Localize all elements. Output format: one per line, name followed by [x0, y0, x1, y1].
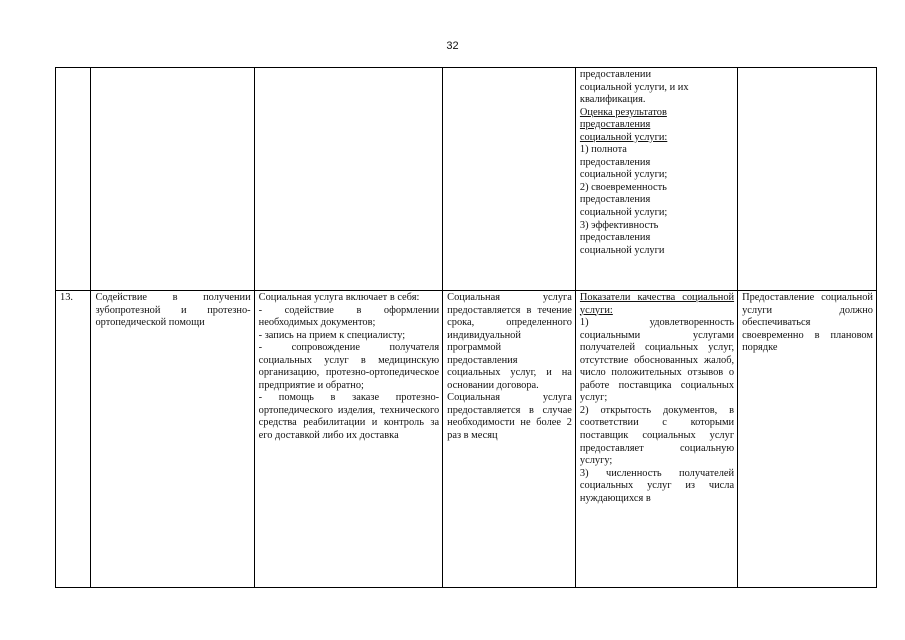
service-content-cell: Социальная услуга включает в себя: - содействие в оформлении необходимых документов; - запись на прием к специалисту; - сопровождение получателя социальных услуг в медицинскую организацию, протезно-ортопедическое предприятие и обратно; - помощь в заказе протезно-ортопедического изделия, технического средства реабилитации и контроль за его доставкой либо их доставка	[254, 291, 443, 588]
service-terms-cell	[443, 68, 576, 291]
service-name-cell: Содействие в получении зубопротезной и протезно-ортопедической помощи	[91, 291, 254, 588]
service-number-cell: 13.	[56, 291, 91, 588]
quality-text: 1) полнота предоставления социальной услуги; 2) своевременность предоставления социальной услуги; 3) эффективность предоставления социальной услуги	[579, 144, 668, 256]
service-content-cell	[254, 68, 443, 291]
table-row	[56, 291, 877, 588]
service-conditions-cell: Предоставление социальной услуги должно обеспечиваться своевременно в плановом порядке	[738, 291, 877, 588]
service-quality-cell	[575, 291, 737, 588]
quality-text: 1) удовлетворенность социальными услугами получателей социальных услуг, отсутствие обоснованных жалоб, число положительных отзывов о работе поставщика социальных услуг; 2) открытость документов, в соответствии с которыми поставщик социальных услуг предоставляет социальную услугу; 3) численность получателей социальных услуг из числа нуждающихся в	[579, 317, 735, 504]
service-quality-cell	[575, 68, 737, 291]
service-number-cell	[56, 68, 91, 291]
services-table	[55, 67, 877, 588]
table-row	[56, 68, 877, 291]
page-number: 32	[446, 40, 459, 52]
quality-text: предоставлении социальной услуги, и их квалификация.	[579, 69, 689, 106]
service-conditions-cell	[738, 68, 877, 291]
quality-heading: Показатели качества социальной услуги:	[579, 292, 735, 316]
quality-heading: Оценка результатов предоставления социальной услуги:	[579, 106, 668, 143]
service-name-cell	[91, 68, 254, 291]
service-terms-cell: Социальная услуга предоставляется в течение срока, определенного индивидуальной программой предоставления социальных услуг, и на основании договора. Социальная услуга предоставляется в случае необходимости не более 2 раз в месяц	[443, 291, 576, 588]
